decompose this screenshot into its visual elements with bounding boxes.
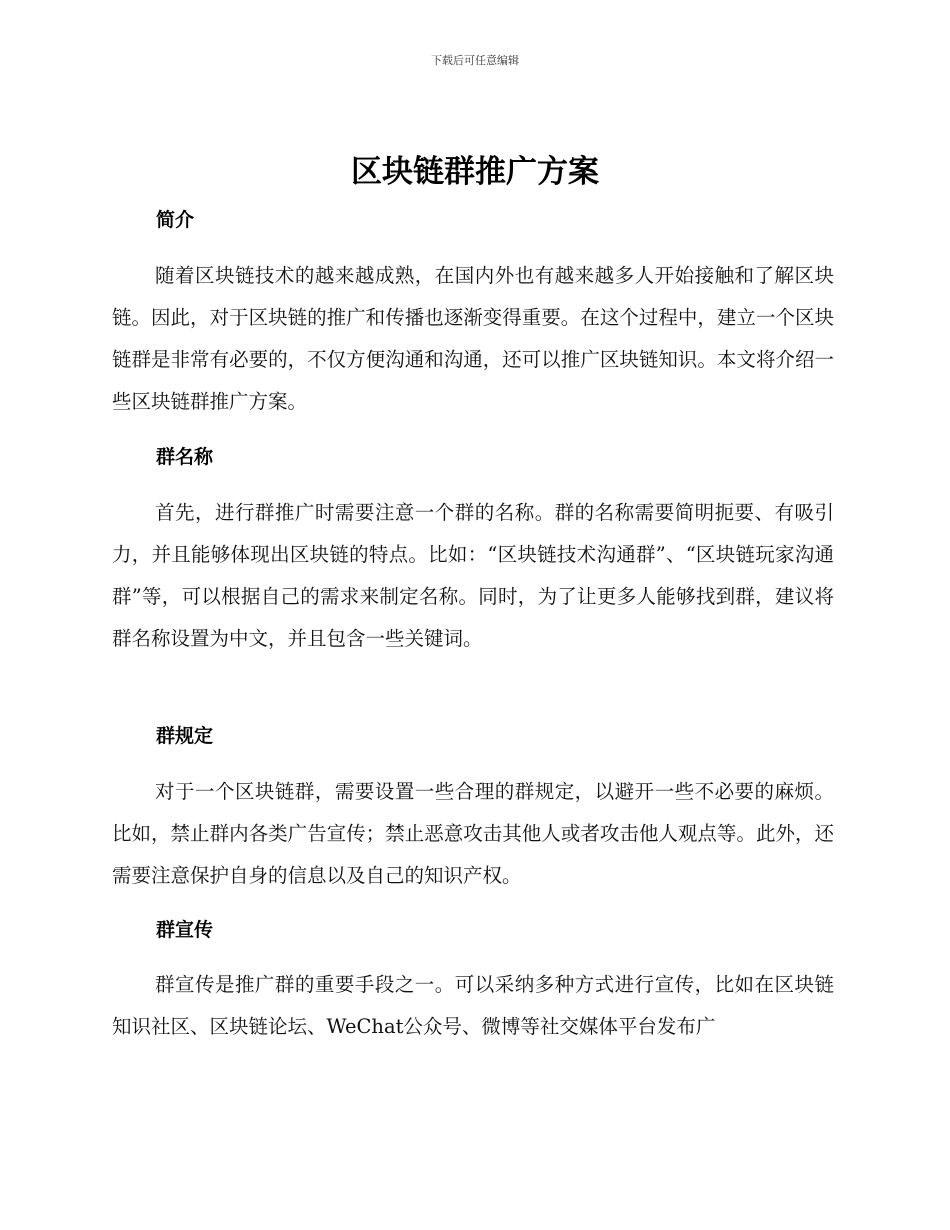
section-heading-intro: 简介 — [156, 209, 195, 231]
section-heading-group-rules: 群规定 — [156, 725, 214, 747]
section-paragraph-group-promotion: 群宣传是推广群的重要手段之一。可以采纳多种方式进行宣传，比如在区块链知识社区、区块链论坛、WeChat公众号、微博等社交媒体平台发布广 — [112, 973, 834, 1038]
section-paragraph-group-name: 首先，进行群推广时需要注意一个群的名称。群的名称需要简明扼要、有吸引力，并且能够体现出区块链的特点。比如：“区块链技术沟通群”、“区块链玩家沟通群”等，可以根据自己的需求来制定名称。同时，为了让更多人能够找到群，建议将群名称设置为中文，并且包含一些关键词。 — [112, 501, 834, 650]
section-heading-group-name: 群名称 — [156, 446, 214, 468]
section-paragraph-group-rules: 对于一个区块链群，需要设置一些合理的群规定，以避开一些不必要的麻烦。比如，禁止群内各类广告宣传；禁止恶意攻击其他人或者攻击他人观点等。此外，还需要注意保护自身的信息以及自己的知识产权。 — [112, 780, 834, 887]
section-paragraph-intro: 随着区块链技术的越来越成熟，在国内外也有越来越多人开始接触和了解区块链。因此，对于区块链的推广和传播也逐渐变得重要。在这个过程中，建立一个区块链群是非常有必要的，不仅方便沟通和沟通，还可以推广区块链知识。本文将介绍一些区块链群推广方案。 — [112, 264, 834, 413]
section-heading-group-promotion: 群宣传 — [156, 919, 214, 941]
document-title: 区块链群推广方案 — [351, 154, 599, 190]
page-header-note: 下载后可任意编辑 — [431, 54, 519, 67]
